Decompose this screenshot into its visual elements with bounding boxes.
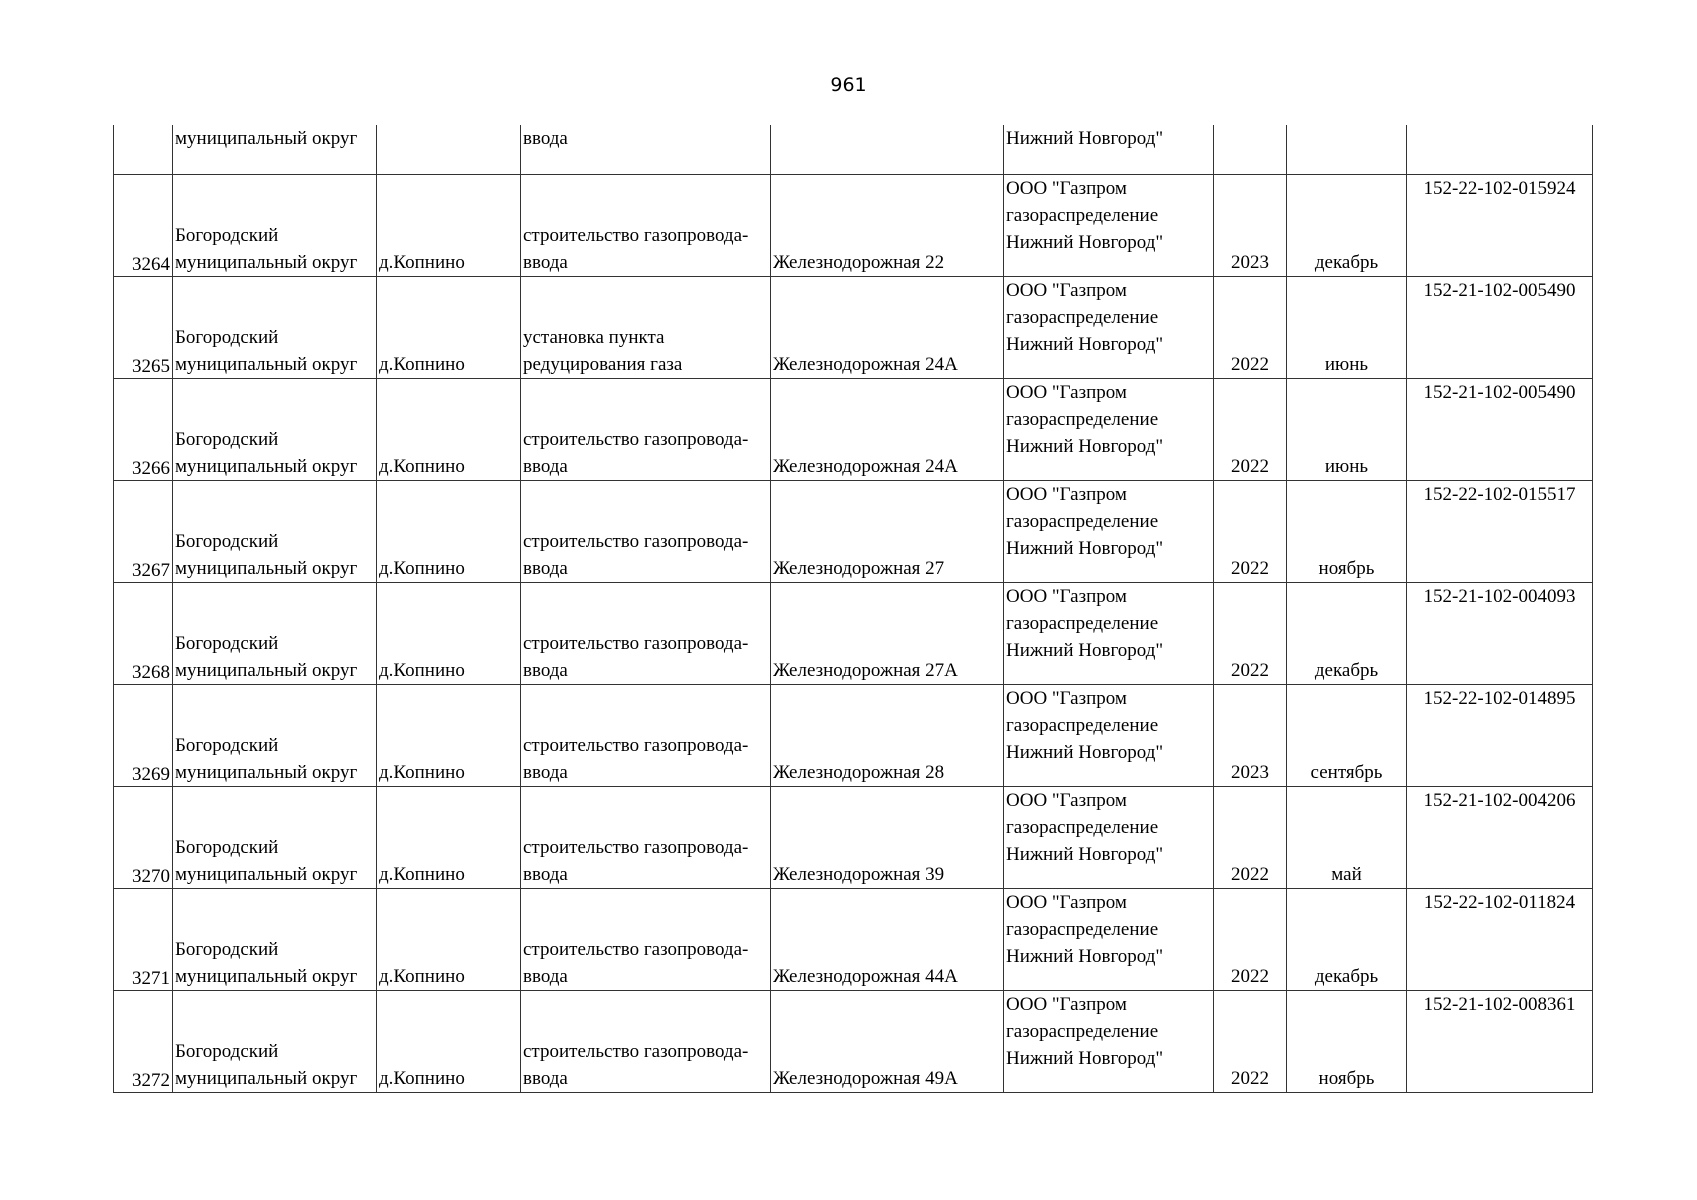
num-cell: 3270: [114, 787, 173, 889]
org-line-3: Нижний Новгород": [1006, 844, 1164, 865]
table-row: [114, 481, 1593, 583]
org-cell: [1004, 685, 1214, 787]
village-cell: д.Копнино: [377, 481, 521, 583]
page-number: 961: [830, 74, 867, 96]
street-cell: Железнодорожная 44А: [771, 889, 1004, 991]
table-row: [114, 889, 1593, 991]
work-line-1: строительство газопровода-: [523, 225, 749, 246]
district-name: Богородский: [175, 225, 279, 246]
street-cell: Железнодорожная 27: [771, 481, 1004, 583]
village-cell: д.Копнино: [377, 889, 521, 991]
month-cell: декабрь: [1287, 175, 1407, 277]
district-cell: [173, 685, 377, 787]
org-line-3: Нижний Новгород": [1006, 232, 1164, 253]
id-cell: 152-22-102-011824: [1407, 889, 1593, 991]
num-cell: 3264: [114, 175, 173, 277]
work-cell: [521, 889, 771, 991]
district-cell: [173, 175, 377, 277]
district-cell: [173, 583, 377, 685]
district-name: Богородский: [175, 327, 279, 348]
org-line-1: ООО "Газпром: [1006, 178, 1127, 199]
org-cell: [1004, 889, 1214, 991]
work-line-2: редуцирования газа: [523, 354, 683, 375]
org-cell: [1004, 991, 1214, 1093]
id-cell: 152-22-102-014895: [1407, 685, 1593, 787]
table-body: [114, 125, 1593, 1093]
district-type: муниципальный округ: [175, 456, 358, 477]
district-type: муниципальный округ: [175, 966, 358, 987]
district-cell: [173, 379, 377, 481]
org-cell: [1004, 175, 1214, 277]
street-cell: Железнодорожная 28: [771, 685, 1004, 787]
work-cell: [521, 175, 771, 277]
street-cell: Железнодорожная 24А: [771, 277, 1004, 379]
month-cell: ноябрь: [1287, 481, 1407, 583]
work-line-1: строительство газопровода-: [523, 531, 749, 552]
district-type: муниципальный округ: [175, 558, 358, 579]
month-cell: [1287, 125, 1407, 175]
month-cell: декабрь: [1287, 583, 1407, 685]
village-cell: д.Копнино: [377, 583, 521, 685]
org-line-1: ООО "Газпром: [1006, 586, 1127, 607]
work-line-1: строительство газопровода-: [523, 429, 749, 450]
org-line-2: газораспределение: [1006, 715, 1159, 736]
work-cell: [521, 481, 771, 583]
num-cell: 3271: [114, 889, 173, 991]
village-cell: д.Копнино: [377, 787, 521, 889]
org-line-1: ООО "Газпром: [1006, 688, 1127, 709]
district-type: муниципальный округ: [175, 864, 358, 885]
district-cell: муниципальный округ: [173, 125, 377, 175]
num-cell: 3265: [114, 277, 173, 379]
id-cell: [1407, 125, 1593, 175]
org-line-1: ООО "Газпром: [1006, 280, 1127, 301]
work-line-1: строительство газопровода-: [523, 837, 749, 858]
org-cell: Нижний Новгород": [1004, 125, 1214, 175]
org-line-3: Нижний Новгород": [1006, 334, 1164, 355]
year-cell: 2022: [1214, 991, 1287, 1093]
work-cell: [521, 277, 771, 379]
year-cell: 2022: [1214, 277, 1287, 379]
year-cell: 2023: [1214, 175, 1287, 277]
street-cell: Железнодорожная 22: [771, 175, 1004, 277]
work-cell: [521, 583, 771, 685]
org-line-2: газораспределение: [1006, 1021, 1159, 1042]
table-row: [114, 991, 1593, 1093]
street-cell: Железнодорожная 24А: [771, 379, 1004, 481]
year-cell: 2022: [1214, 481, 1287, 583]
org-line-3: Нижний Новгород": [1006, 742, 1164, 763]
district-name: Богородский: [175, 633, 279, 654]
org-line-2: газораспределение: [1006, 409, 1159, 430]
district-type: муниципальный округ: [175, 762, 358, 783]
num-cell: 3267: [114, 481, 173, 583]
org-line-2: газораспределение: [1006, 919, 1159, 940]
org-line-3: Нижний Новгород": [1006, 436, 1164, 457]
village-cell: д.Копнино: [377, 379, 521, 481]
village-cell: д.Копнино: [377, 991, 521, 1093]
org-line-2: газораспределение: [1006, 307, 1159, 328]
work-cell: [521, 787, 771, 889]
year-cell: 2022: [1214, 889, 1287, 991]
id-cell: 152-21-102-005490: [1407, 277, 1593, 379]
org-cell: [1004, 481, 1214, 583]
org-cell: [1004, 787, 1214, 889]
org-line-1: ООО "Газпром: [1006, 892, 1127, 913]
work-line-2: ввода: [523, 456, 568, 477]
table-row: [114, 379, 1593, 481]
village-cell: д.Копнино: [377, 277, 521, 379]
num-cell: 3268: [114, 583, 173, 685]
table-row: [114, 175, 1593, 277]
district-type: муниципальный округ: [175, 252, 358, 273]
district-type: муниципальный округ: [175, 354, 358, 375]
continuation-row: [114, 125, 1593, 175]
org-line-1: ООО "Газпром: [1006, 994, 1127, 1015]
street-cell: [771, 125, 1004, 175]
num-cell: 3272: [114, 991, 173, 1093]
org-line-2: газораспределение: [1006, 817, 1159, 838]
org-line-3: Нижний Новгород": [1006, 1048, 1164, 1069]
district-cell: [173, 277, 377, 379]
org-line-3: Нижний Новгород": [1006, 640, 1164, 661]
work-line-2: ввода: [523, 1068, 568, 1089]
district-cell: [173, 991, 377, 1093]
id-cell: 152-21-102-004206: [1407, 787, 1593, 889]
work-line-1: строительство газопровода-: [523, 939, 749, 960]
street-cell: Железнодорожная 27А: [771, 583, 1004, 685]
village-cell: д.Копнино: [377, 685, 521, 787]
table-row: [114, 277, 1593, 379]
work-line-2: ввода: [523, 762, 568, 783]
num-cell: 3269: [114, 685, 173, 787]
org-line-2: газораспределение: [1006, 205, 1159, 226]
year-cell: 2022: [1214, 787, 1287, 889]
org-line-1: ООО "Газпром: [1006, 790, 1127, 811]
year-cell: 2023: [1214, 685, 1287, 787]
org-line-1: ООО "Газпром: [1006, 382, 1127, 403]
org-line-3: Нижний Новгород": [1006, 946, 1164, 967]
district-cell: [173, 481, 377, 583]
district-cell: [173, 787, 377, 889]
year-cell: 2022: [1214, 583, 1287, 685]
work-line-1: строительство газопровода-: [523, 633, 749, 654]
district-name: Богородский: [175, 837, 279, 858]
org-cell: [1004, 277, 1214, 379]
district-type: муниципальный округ: [175, 660, 358, 681]
work-line-1: строительство газопровода-: [523, 735, 749, 756]
village-cell: д.Копнино: [377, 175, 521, 277]
table-row: [114, 583, 1593, 685]
district-name: Богородский: [175, 531, 279, 552]
district-type: муниципальный округ: [175, 1068, 358, 1089]
work-cell: [521, 991, 771, 1093]
work-line-2: ввода: [523, 558, 568, 579]
table-row: [114, 685, 1593, 787]
org-line-3: Нижний Новгород": [1006, 538, 1164, 559]
work-line-2: ввода: [523, 660, 568, 681]
year-cell: 2022: [1214, 379, 1287, 481]
org-cell: [1004, 583, 1214, 685]
street-cell: Железнодорожная 49А: [771, 991, 1004, 1093]
month-cell: сентябрь: [1287, 685, 1407, 787]
id-cell: 152-21-102-008361: [1407, 991, 1593, 1093]
num-cell: 3266: [114, 379, 173, 481]
district-name: Богородский: [175, 939, 279, 960]
year-cell: [1214, 125, 1287, 175]
work-line-2: ввода: [523, 966, 568, 987]
month-cell: июнь: [1287, 379, 1407, 481]
work-line-1: строительство газопровода-: [523, 1041, 749, 1062]
district-name: Богородский: [175, 429, 279, 450]
org-line-2: газораспределение: [1006, 511, 1159, 532]
village-cell: [377, 125, 521, 175]
id-cell: 152-21-102-005490: [1407, 379, 1593, 481]
table-row: [114, 787, 1593, 889]
district-cell: [173, 889, 377, 991]
id-cell: 152-21-102-004093: [1407, 583, 1593, 685]
id-cell: 152-22-102-015924: [1407, 175, 1593, 277]
work-line-1: установка пункта: [523, 327, 665, 348]
district-name: Богородский: [175, 735, 279, 756]
work-cell: [521, 685, 771, 787]
work-cell: ввода: [521, 125, 771, 175]
org-line-1: ООО "Газпром: [1006, 484, 1127, 505]
street-cell: Железнодорожная 39: [771, 787, 1004, 889]
work-line-2: ввода: [523, 252, 568, 273]
id-cell: 152-22-102-015517: [1407, 481, 1593, 583]
org-line-2: газораспределение: [1006, 613, 1159, 634]
work-cell: [521, 379, 771, 481]
work-line-2: ввода: [523, 864, 568, 885]
month-cell: июнь: [1287, 277, 1407, 379]
org-cell: [1004, 379, 1214, 481]
month-cell: ноябрь: [1287, 991, 1407, 1093]
num-cell: [114, 125, 173, 175]
registry-table: [113, 125, 1593, 1093]
month-cell: декабрь: [1287, 889, 1407, 991]
district-name: Богородский: [175, 1041, 279, 1062]
month-cell: май: [1287, 787, 1407, 889]
